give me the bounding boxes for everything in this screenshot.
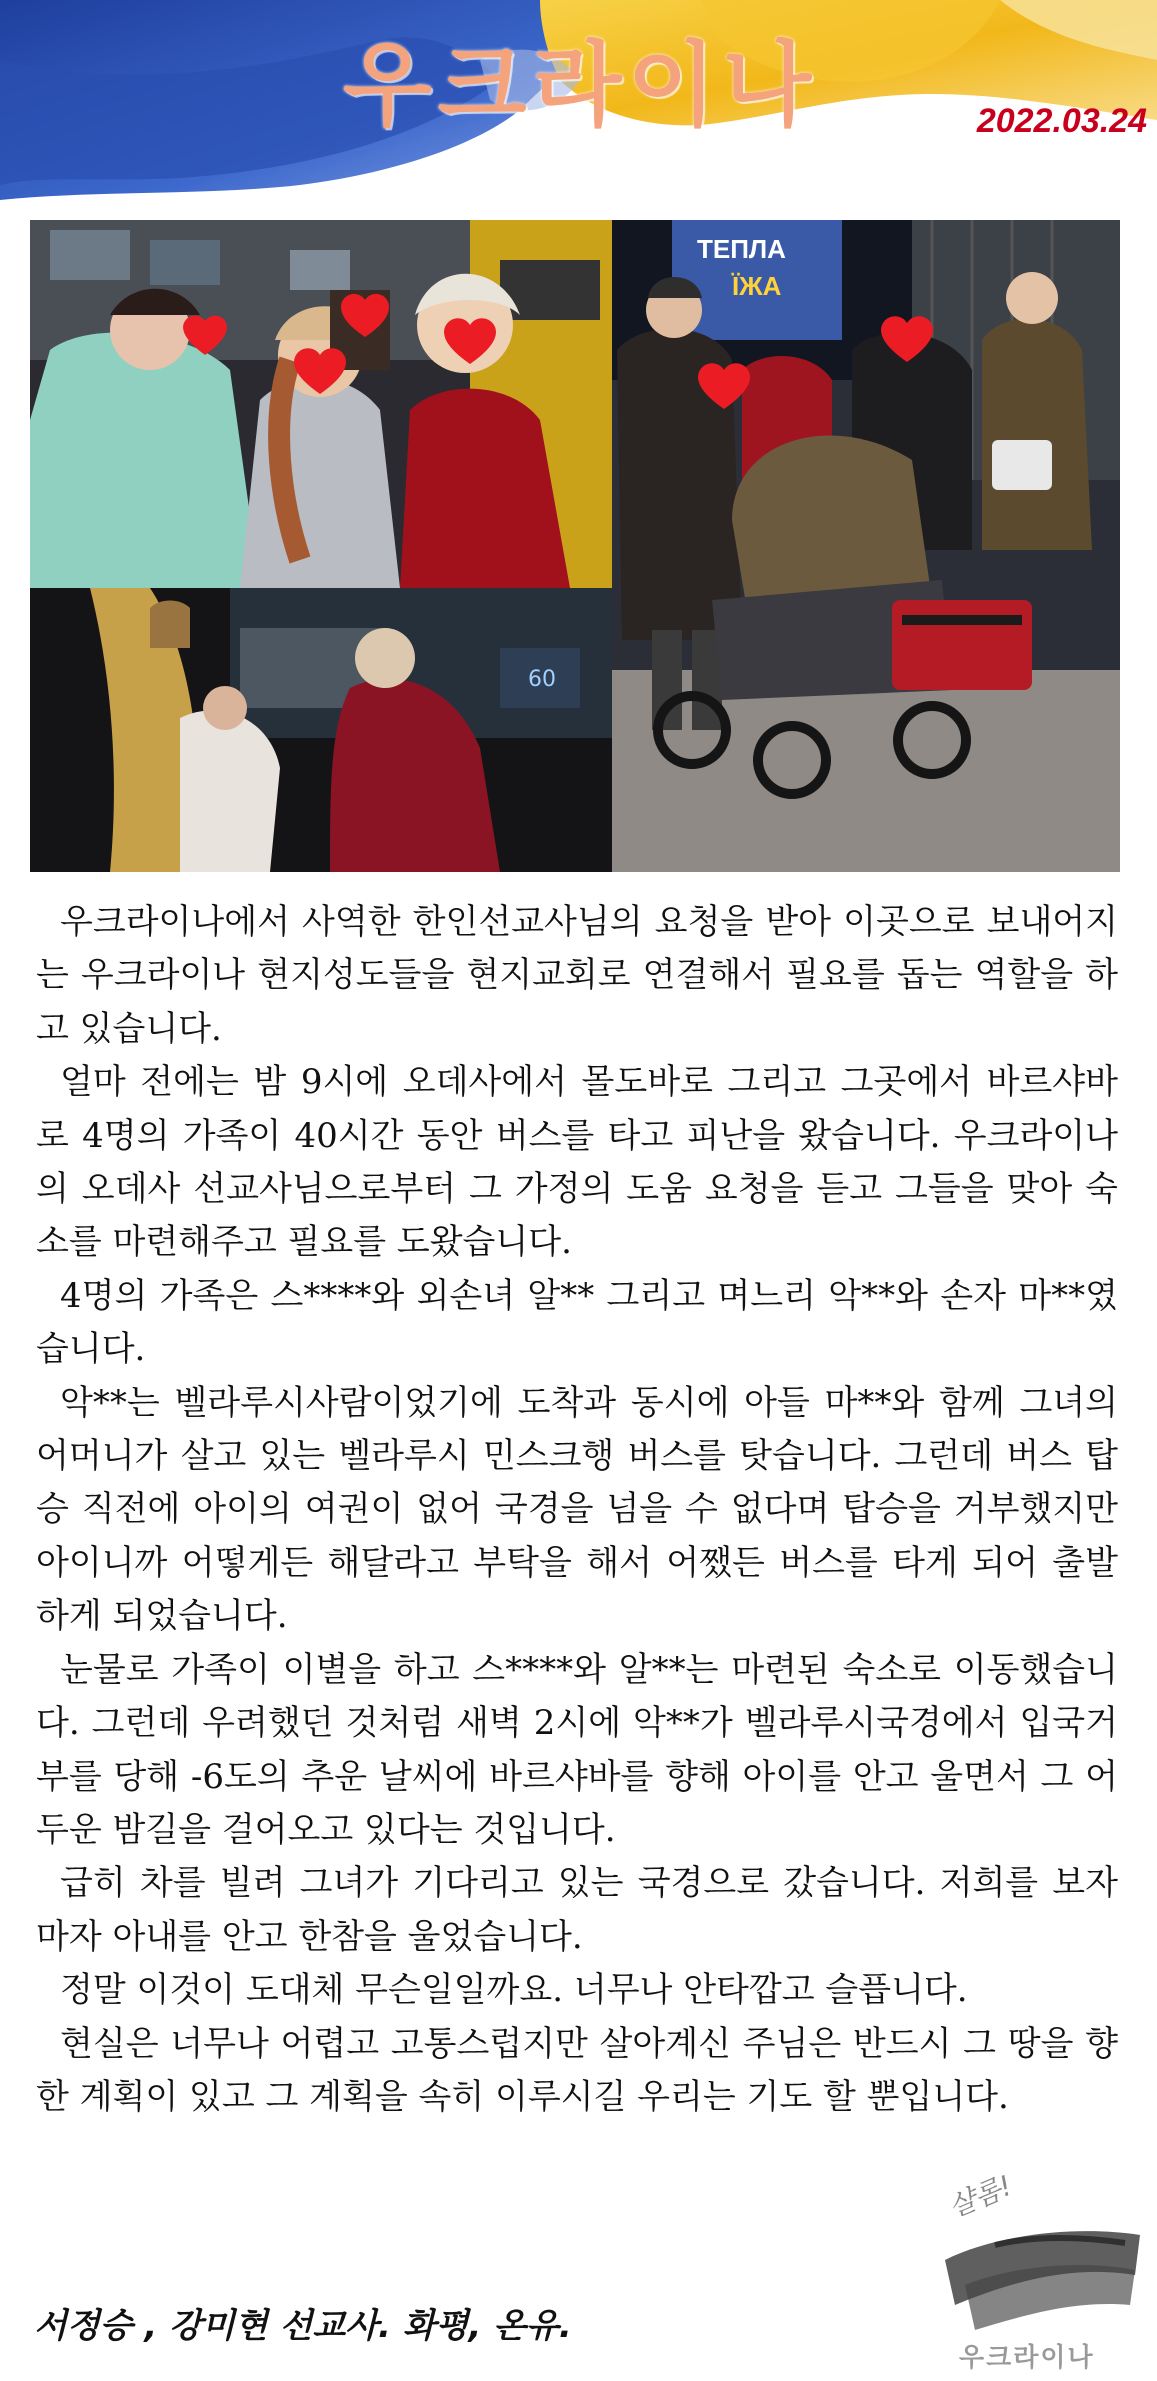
paragraph: 얼마 전에는 밤 9시에 오데사에서 몰도바로 그리고 그곳에서 바르샤바로 4명의 가족이 40시간 동안 버스를 타고 피난을 왔습니다. 우크라이나의 오데사 선교사님으로부터 그 가정의 도움 요청을 듣고 그들을 맞아 숙소를 마련해주고 필요를 도왔습니다. xyxy=(36,1062,1118,1263)
street-stroller-photo xyxy=(612,220,1120,872)
paragraph: 눈물로 가족이 이별을 하고 스****와 알**는 마련된 숙소로 이동했습니다. 그런데 우려했던 것처럼 새벽 2시에 악**가 벨라루시국경에서 입국거부를 당해 -6도의 추운 날씨에 바르샤바를 향해 아이를 안고 울면서 그 어두운 밤길을 걸어오고 있다는 것입니다. xyxy=(36,1649,1118,1850)
shalom-stamp xyxy=(935,2165,1150,2375)
paragraph: 우크라이나에서 사역한 한인선교사님의 요청을 받아 이곳으로 보내어지는 우크라이나 현지성도들을 현지교회로 연결해서 필요를 돕는 역할을 하고 있습니다. xyxy=(36,902,1118,1049)
stamp-greeting: 샬롬! xyxy=(943,2168,1017,2224)
paragraph: 악**는 벨라루시사람이었기에 도착과 동시에 아들 마**와 함께 그녀의 어머니가 살고 있는 벨라루시 민스크행 버스를 탓습니다. 그런데 버스 탑승 직전에 아이의 여권이 없어 국경을 넘을 수 없다며 탑승을 거부했지만 아이니까 어떻게든 해달라고 부탁을 해서 어쨌든 버스를 타게 되어 출발하게 되었습니다. xyxy=(36,1382,1118,1637)
paragraph: 정말 이것이 도대체 무슨일일까요. 너무나 안타깝고 슬픕니다. xyxy=(60,1970,968,2011)
bus-interior-photo xyxy=(30,588,612,872)
post-date: 2022.03.24 xyxy=(976,102,1147,140)
bus-family-photo xyxy=(30,220,612,588)
svg-text:ЇЖА: ЇЖА xyxy=(732,271,782,301)
article-body xyxy=(36,896,1118,2124)
signature: 서정승 , 강미현 선교사. 화평, 온유. xyxy=(34,2306,572,2346)
paragraph: 현실은 너무나 어렵고 고통스럽지만 살아계신 주님은 반드시 그 땅을 향한 계획이 있고 그 계획을 속히 이루시길 우리는 기도 할 뿐입니다. xyxy=(36,2023,1118,2117)
paragraph: 급히 차를 빌려 그녀가 기다리고 있는 국경으로 갔습니다. 저희를 보자 마자 아내를 안고 한참을 울었습니다. xyxy=(36,1863,1118,1957)
paragraph: 4명의 가족은 스****와 외손녀 알** 그리고 며느리 악**와 손자 마**였습니다. xyxy=(36,1275,1118,1370)
svg-text:ТЕПЛА: ТЕПЛА xyxy=(697,234,786,264)
page-title: 우크라이나 xyxy=(342,32,818,139)
stamp-country: 우크라이나 xyxy=(959,2343,1095,2373)
svg-text:60: 60 xyxy=(528,667,556,692)
